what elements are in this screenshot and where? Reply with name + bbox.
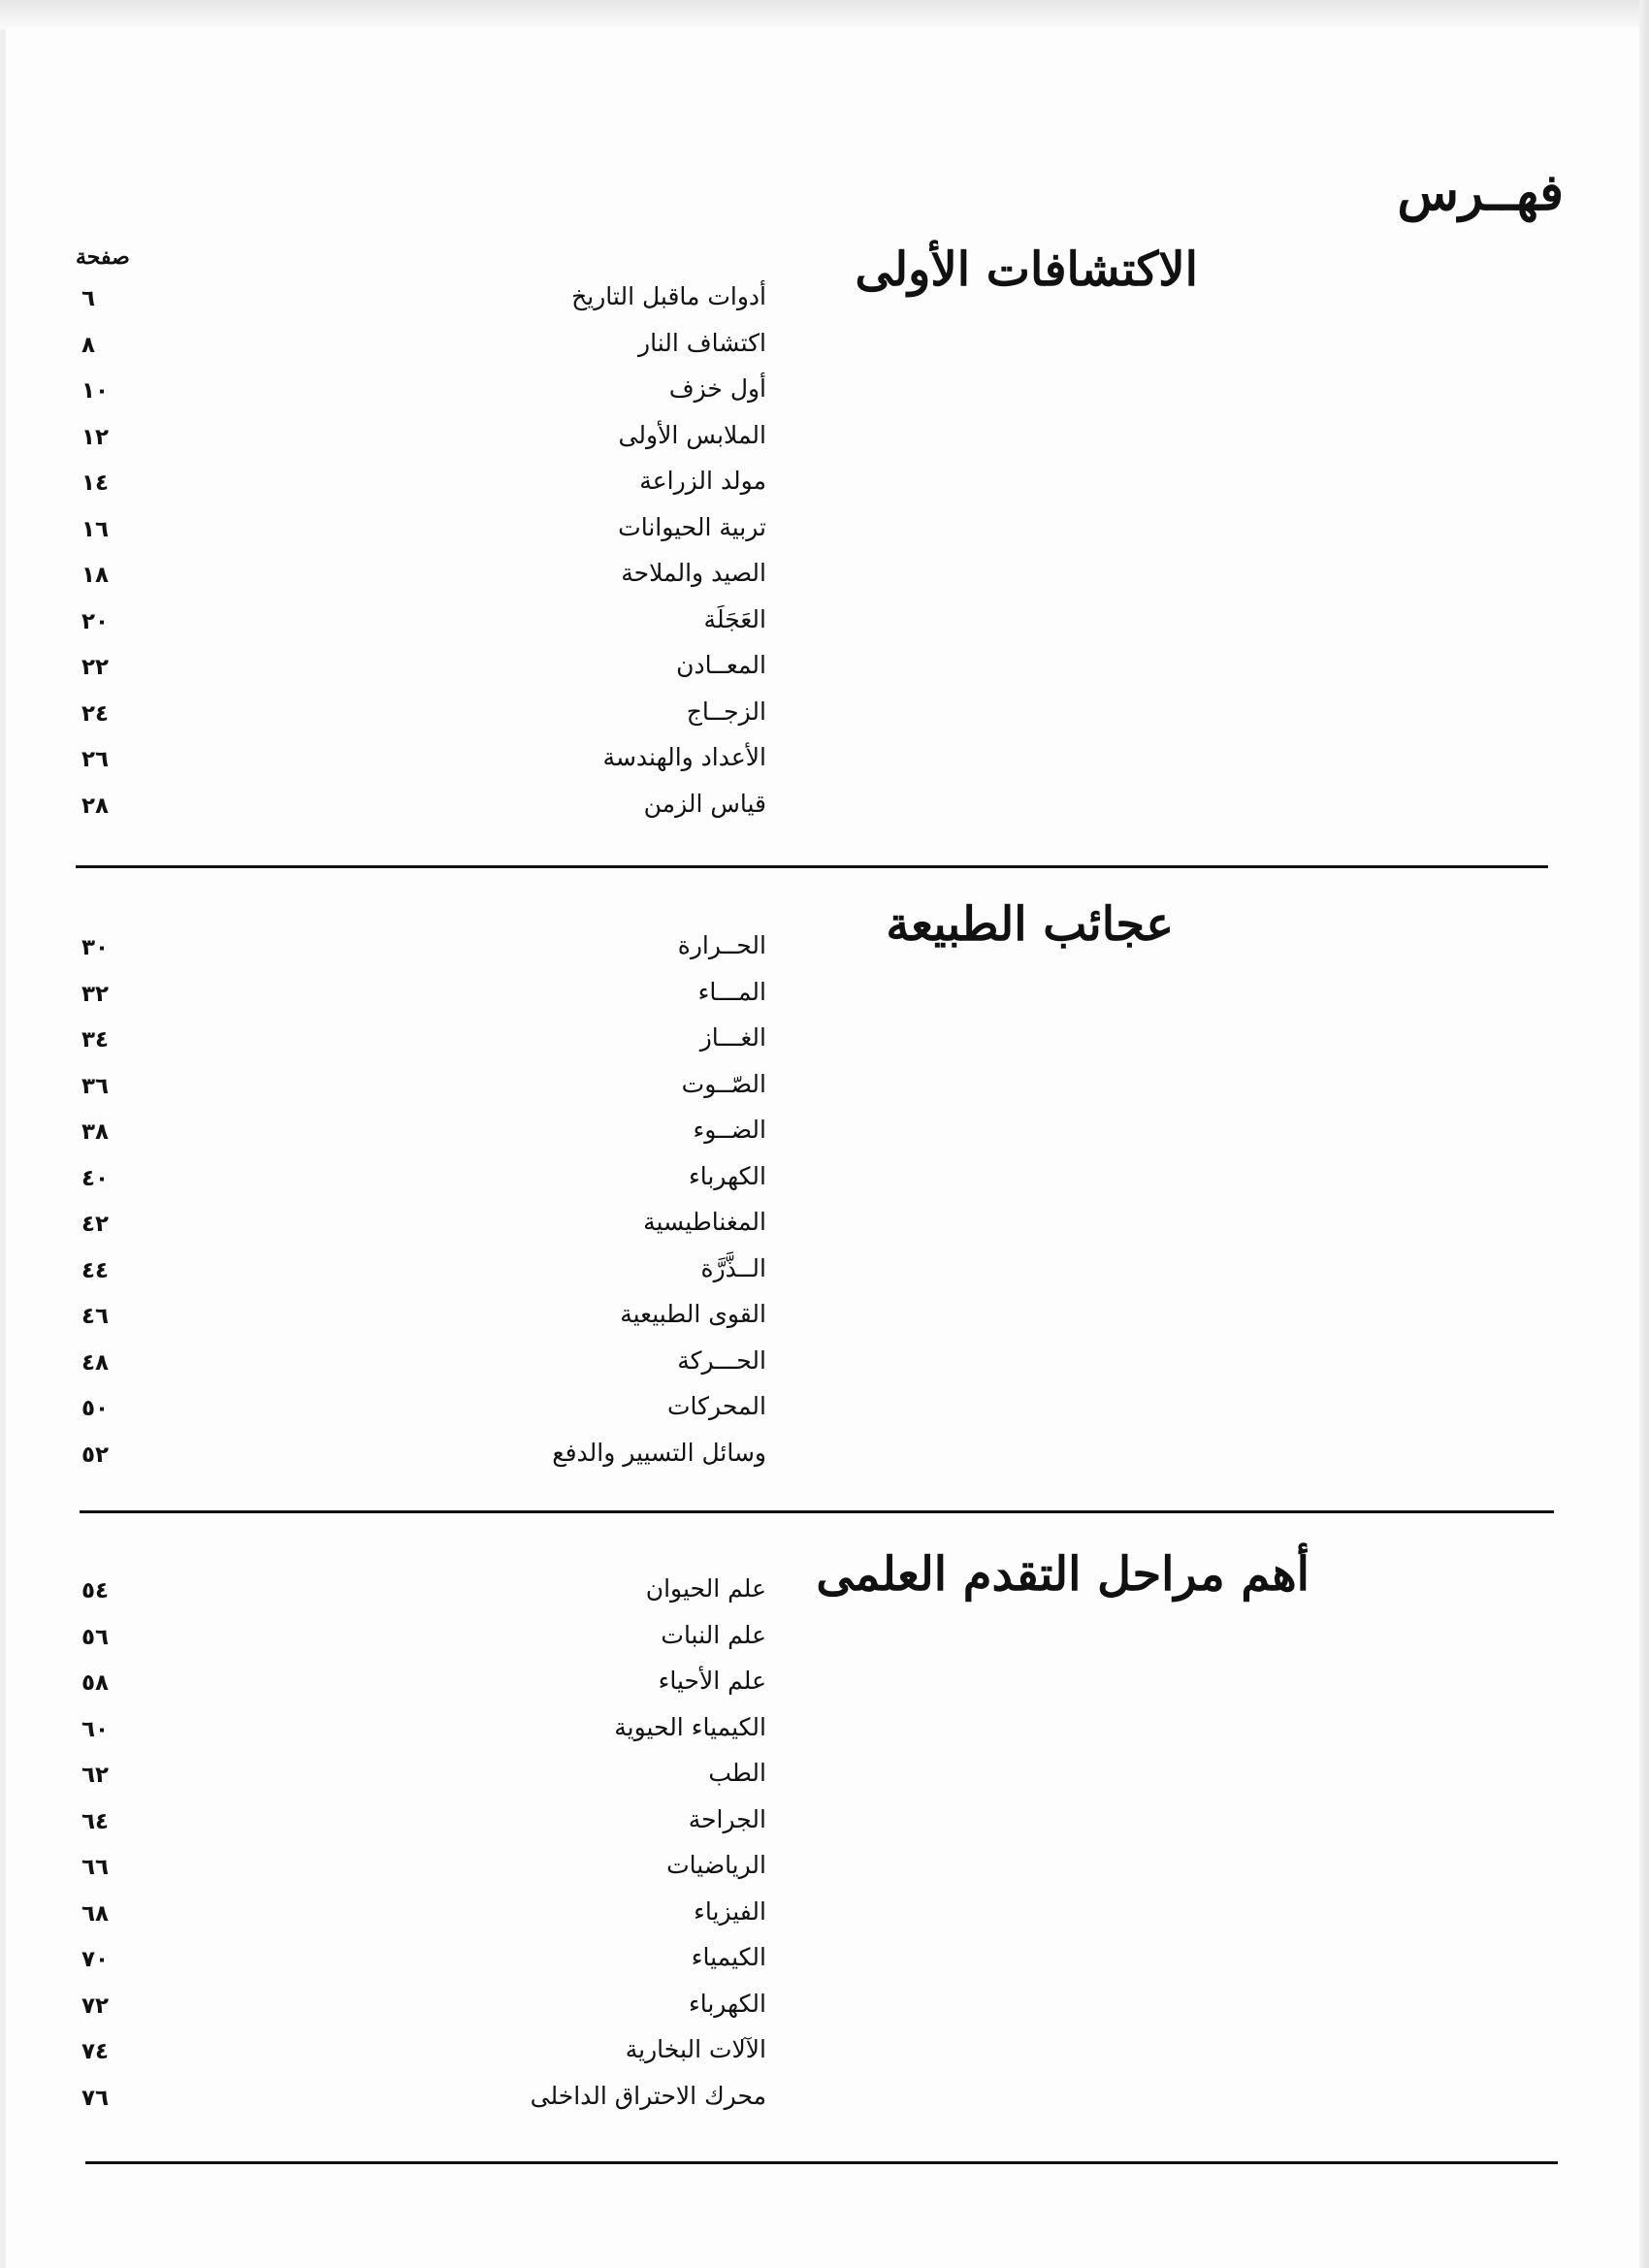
- toc-entry-page-number: ٧٦: [81, 2085, 110, 2111]
- toc-entry: [68, 740, 776, 787]
- toc-entry: [68, 510, 776, 557]
- toc-entry-title: الكيمياء: [691, 1943, 766, 1971]
- toc-entry-title: المغناطيسية: [643, 1208, 766, 1236]
- toc-entry-page-number: ٢٠: [81, 608, 110, 634]
- toc-entry: [68, 1113, 776, 1159]
- toc-entry: [68, 1940, 776, 1987]
- toc-entry: [68, 372, 776, 418]
- toc-entry-title: الحـــركة: [677, 1345, 766, 1375]
- toc-entry-page-number: ٥٨: [81, 1670, 110, 1696]
- toc-entry-title: العَجَلَة: [703, 604, 766, 633]
- toc-entry: [68, 1067, 776, 1114]
- toc-entry-title: المعــادن: [676, 651, 766, 679]
- toc-entry: [68, 1297, 776, 1344]
- toc-entry: [68, 1205, 776, 1251]
- toc-entry-page-number: ٤٨: [81, 1349, 110, 1376]
- toc-entry: [68, 1436, 776, 1482]
- toc-entry-page-number: ١٦: [81, 516, 110, 542]
- toc-entry-title: الكيمياء الحيوية: [614, 1712, 766, 1741]
- toc-entry-title: الحــرارة: [677, 931, 766, 959]
- toc-entry-title: علم الحيوان: [645, 1574, 766, 1603]
- toc-entry: [68, 787, 776, 833]
- toc-entry: [68, 602, 776, 649]
- toc-entry: [68, 1618, 776, 1665]
- toc-entry-title: الطب: [708, 1759, 766, 1787]
- toc-entry: [68, 1571, 776, 1618]
- toc-entry-page-number: ٢٨: [81, 793, 110, 819]
- toc-entry-title: الضــوء: [693, 1116, 766, 1144]
- toc-entry-page-number: ٥٢: [81, 1442, 110, 1468]
- toc-entry-title: الزجــاج: [686, 697, 766, 726]
- toc-entry: [68, 1021, 776, 1067]
- toc-entry-page-number: ٥٠: [81, 1396, 110, 1421]
- toc-entry: [68, 1987, 776, 2033]
- toc-entry-page-number: ٦٢: [81, 1763, 110, 1788]
- toc-entry-page-number: ٤٢: [81, 1212, 110, 1237]
- toc-entry: [68, 1344, 776, 1390]
- toc-entry-page-number: ٧٠: [81, 1947, 110, 1972]
- toc-entry-title: الــذَّرَّة: [700, 1253, 766, 1282]
- toc-entry-page-number: ٢٢: [81, 655, 110, 680]
- toc-entry-page-number: ٦: [81, 286, 96, 311]
- section-title-scientific-progress: أهم مراحل التقدم العلمى: [816, 1547, 1310, 1602]
- toc-entry-page-number: ٤٦: [81, 1304, 110, 1329]
- section-title-wonders-of-nature: عجائب الطبيعة: [886, 897, 1174, 952]
- toc-entry-title: الآلات البخارية: [625, 2035, 766, 2063]
- toc-entry-page-number: ٤٤: [81, 1257, 110, 1283]
- toc-entry: [68, 648, 776, 695]
- toc-entry-page-number: ٢٦: [81, 747, 110, 772]
- toc-list-wonders-of-nature: [68, 928, 776, 1481]
- page-left-edge: [0, 29, 6, 2268]
- toc-entry-title: الغـــاز: [699, 1023, 766, 1052]
- toc-entry-page-number: ٦٠: [81, 1716, 110, 1742]
- toc-entry-page-number: ٣٨: [81, 1119, 110, 1145]
- toc-entry-title: الكهرباء: [688, 1989, 766, 2018]
- toc-entry-page-number: ٣٠: [81, 935, 110, 960]
- toc-entry-title: الصّــوت: [681, 1069, 766, 1098]
- toc-entry: [68, 1895, 776, 1941]
- toc-entry-title: مولد الزراعة: [639, 467, 766, 495]
- toc-entry-page-number: ٨: [81, 332, 96, 358]
- toc-entry-page-number: ١٤: [81, 470, 110, 496]
- toc-entry-title: الفيزياء: [694, 1896, 766, 1926]
- toc-entry: [68, 1848, 776, 1895]
- toc-entry: [68, 2032, 776, 2079]
- toc-entry-title: اكتشاف النار: [638, 328, 766, 357]
- toc-entry: [68, 928, 776, 975]
- toc-entry-title: الملابس الأولى: [618, 420, 766, 449]
- toc-entry-page-number: ٧٢: [81, 1993, 110, 2019]
- toc-entry-page-number: ١٢: [81, 424, 110, 450]
- toc-entry: [68, 1159, 776, 1206]
- toc-entry: [68, 1251, 776, 1298]
- toc-entry-title: محرك الاحتراق الداخلى: [530, 2081, 766, 2110]
- toc-entry-page-number: ٦٨: [81, 1900, 110, 1927]
- toc-entry: [68, 418, 776, 465]
- toc-entry: [68, 279, 776, 326]
- section-divider: [85, 2161, 1558, 2164]
- toc-entry-page-number: ٦٦: [81, 1855, 110, 1880]
- toc-entry-page-number: ٥٤: [81, 1578, 110, 1604]
- toc-entry-title: المحركات: [666, 1392, 766, 1420]
- toc-entry-page-number: ٤٠: [81, 1165, 110, 1191]
- toc-entry: [68, 556, 776, 602]
- toc-entry-title: أول خزف: [668, 374, 766, 403]
- toc-entry: [68, 1664, 776, 1710]
- toc-entry-title: المـــاء: [697, 977, 766, 1006]
- toc-entry-title: الجراحة: [688, 1804, 766, 1833]
- page-right-edge: [1639, 0, 1649, 2268]
- toc-entry-page-number: ٥٦: [81, 1624, 110, 1650]
- page-column-label: صفحة: [76, 244, 130, 270]
- toc-entry-title: تربية الحيوانات: [618, 512, 766, 541]
- toc-entry-page-number: ٣٦: [81, 1073, 110, 1099]
- toc-entry-title: الكهرباء: [688, 1161, 766, 1190]
- toc-entry: [68, 695, 776, 741]
- page-top-edge: [0, 0, 1649, 29]
- toc-entry-title: أدوات ماقبل التاريخ: [571, 282, 766, 310]
- toc-entry: [68, 464, 776, 510]
- toc-entry-title: الصيد والملاحة: [621, 559, 766, 587]
- toc-entry: [68, 1389, 776, 1436]
- toc-entry-title: قياس الزمن: [643, 789, 766, 818]
- toc-entry: [68, 1802, 776, 1849]
- toc-entry-page-number: ٦٤: [81, 1808, 110, 1834]
- toc-entry: [68, 975, 776, 1021]
- toc-entry: [68, 1710, 776, 1757]
- toc-entry-page-number: ١٨: [81, 563, 110, 588]
- toc-entry-title: الأعداد والهندسة: [602, 743, 766, 771]
- toc-entry-page-number: ٣٤: [81, 1027, 110, 1053]
- section-divider: [76, 865, 1548, 868]
- toc-entry-title: وسائل التسيير والدفع: [552, 1438, 766, 1467]
- toc-entry-title: القوى الطبيعية: [620, 1300, 766, 1328]
- toc-entry: [68, 326, 776, 373]
- toc-list-first-discoveries: [68, 279, 776, 832]
- toc-entry-page-number: ٧٤: [81, 2039, 110, 2064]
- toc-entry-title: علم النبات: [661, 1620, 766, 1649]
- toc-entry-title: الرياضيات: [666, 1851, 766, 1879]
- section-divider: [80, 1510, 1554, 1513]
- index-title: فهــرس: [1397, 163, 1564, 222]
- section-title-first-discoveries: الاكتشافات الأولى: [855, 243, 1198, 297]
- toc-entry-page-number: ٢٤: [81, 700, 110, 727]
- toc-entry-page-number: ٣٢: [81, 981, 110, 1007]
- toc-entry: [68, 2079, 776, 2125]
- toc-entry-page-number: ١٠: [81, 378, 110, 404]
- toc-list-scientific-progress: [68, 1571, 776, 2124]
- toc-entry-title: علم الأحياء: [658, 1667, 766, 1695]
- toc-entry: [68, 1756, 776, 1802]
